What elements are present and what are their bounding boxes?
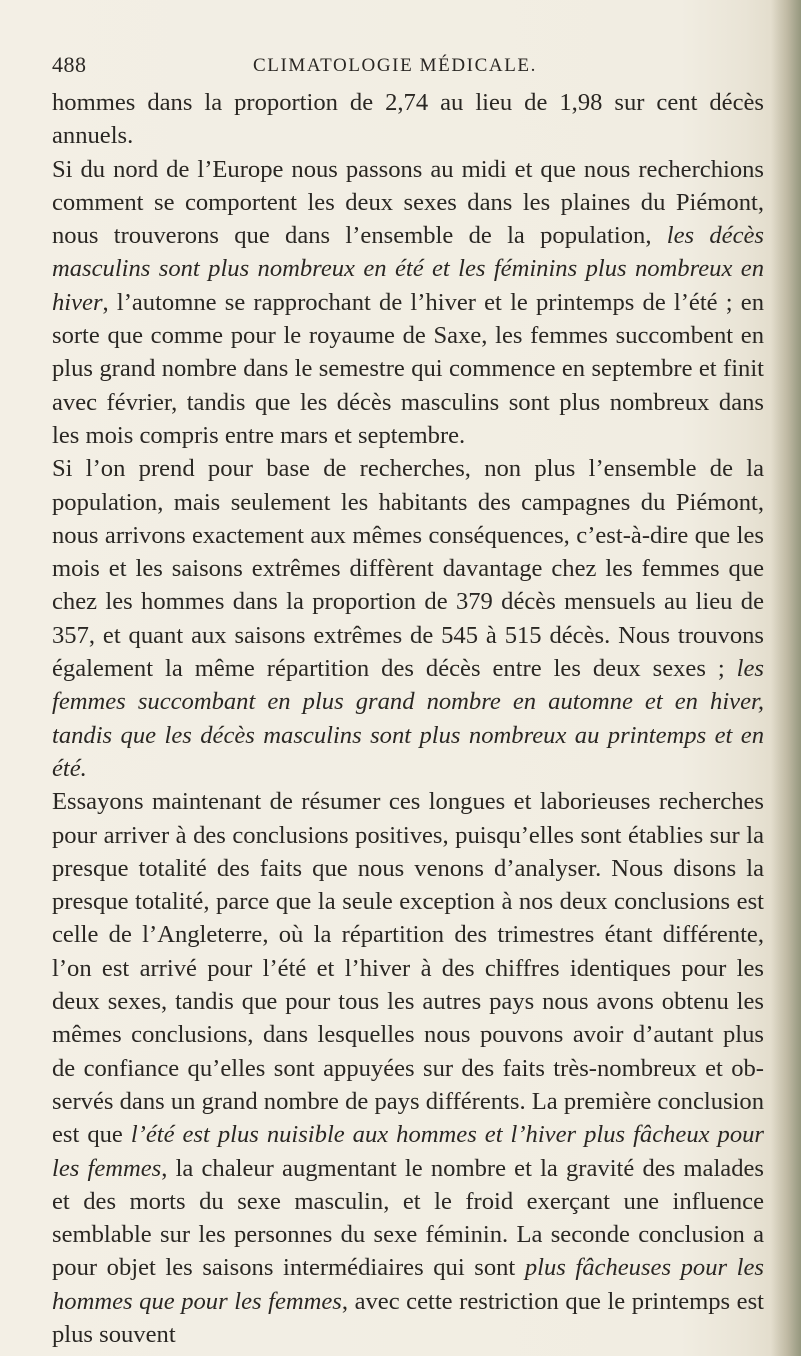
page-edge-shadow [771,0,801,1356]
page-number: 488 [52,52,87,77]
paragraph [52,452,764,785]
paragraph [52,153,764,453]
paragraph [52,86,764,153]
italic-text: les femmes succombant en plus grand nombre en automne et en hiver, tandis que les décès masculins sont plus nombreux au printemps et en été. [52,655,764,782]
body-text [52,86,764,1351]
italic-text: plus fâcheuses pour les hommes que pour les femmes [52,1254,764,1315]
text-span: Essayons maintenant de résumer ces longues et laborieuses recherches pour arriver à des conclusions positives, puisqu’elles sont établies sur la presque totalité des faits que nous venons d’analyser. Nous disons la presque totalité, parce que la seule exception à nos deux conclusions est celle de l’Angleterre, où la répartition des trimestres étant différente, l’on est arrivé pour l’été et l’hiver à des chiffres identiques pour les deux sexes, tandis que pour tous les autres pays nous avons obtenu les mêmes conclusions, dans lesquelles nous pouvons avoir d’autant plus de confiance qu’elles sont appuyées sur des faits très-nombreux et observés dans un grand nombre de pays différents. La première conclusion est que [52,788,764,1149]
text-span: , la chaleur augmentant le nombre et la gravité des malades et des morts du sexe masculin, et le froid exerçant une influence semblable sur les personnes du sexe féminin. La seconde conclusion a pour objet les saisons intermédiaires qui sont [52,1154,764,1282]
italic-text: l’été est plus nuisible aux hommes et l’hiver plus fâcheux pour les femmes [52,1121,764,1182]
text-span: , avec cette restriction que le printemps est plus souvent [52,1287,765,1348]
text-span: Si l’on prend pour base de recherches, non plus l’ensemble de la population, mais seulement les habitants des campagnes du Piémont, nous arrivons exactement aux mêmes conséquences, c’est-à-dire que les mois et les saisons extrêmes diffèrent davantage chez les femmes que chez les hommes dans la proportion de 379 décès mensuels au lieu de 357, et quant aux saisons extrêmes de 545 à 515 décès. Nous trouvons également la même répartition des décès entre les deux sexes ; [52,455,764,683]
paragraph [52,785,764,1351]
text-span: Si du nord de l’Europe nous passons au midi et que nous recherchions comment se comportent les deux sexes dans les plaines du Piémont, nous trouverons que dans l’ensemble de la population, [52,155,764,250]
text-span: , l’automne se rapprochant de l’hiver et le printemps de l’été ; en sorte que comme pour le royaume de Saxe, les femmes succombent en plus grand nombre dans le semestre qui commence en septembre et finit avec février, tandis que les décès masculins sont plus nombreux dans les mois compris entre mars et septembre. [52,288,764,449]
text-span: hommes dans la proportion de 2,74 au lieu de 1,98 sur cent décès annuels. [52,89,764,150]
italic-text: les décès masculins sont plus nombreux en été et les féminins plus nombreux en hiver [52,222,764,316]
page-header [52,52,768,80]
running-title: CLIMATOLOGIE MÉDICALE. [253,55,537,76]
